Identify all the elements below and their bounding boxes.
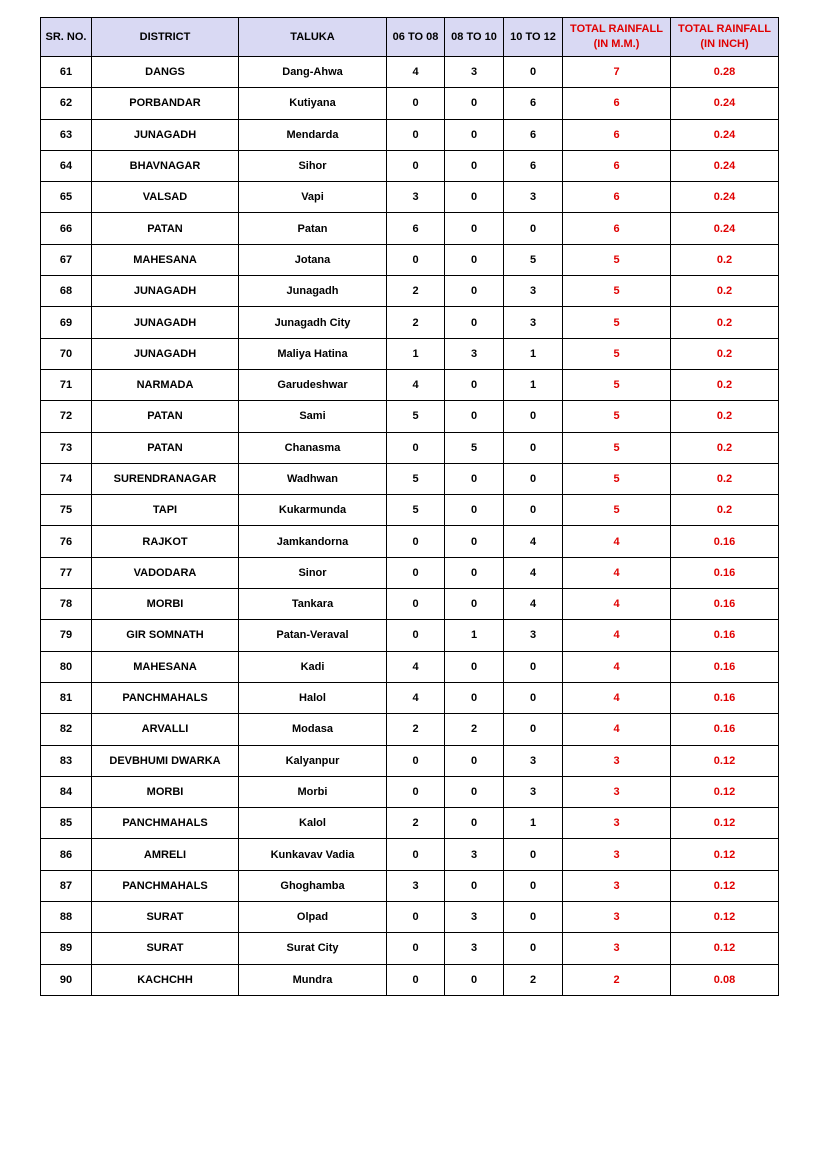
cell-10-to-12: 0 xyxy=(504,463,563,494)
cell-total-mm: 5 xyxy=(563,307,671,338)
cell-total-inch: 0.16 xyxy=(671,714,779,745)
table-row xyxy=(41,557,779,588)
cell-08-to-10: 0 xyxy=(445,589,504,620)
cell-taluka: Wadhwan xyxy=(239,463,387,494)
cell-total-inch: 0.2 xyxy=(671,338,779,369)
cell-taluka: Patan-Veraval xyxy=(239,620,387,651)
cell-08-to-10: 0 xyxy=(445,964,504,995)
cell-taluka: Mundra xyxy=(239,964,387,995)
cell-08-to-10: 0 xyxy=(445,776,504,807)
cell-sr-no: 62 xyxy=(41,88,92,119)
cell-10-to-12: 1 xyxy=(504,369,563,400)
table-row xyxy=(41,338,779,369)
cell-06-to-08: 0 xyxy=(387,244,445,275)
cell-08-to-10: 0 xyxy=(445,808,504,839)
cell-08-to-10: 0 xyxy=(445,369,504,400)
header-10-to-12: 10 TO 12 xyxy=(504,18,563,57)
cell-sr-no: 84 xyxy=(41,776,92,807)
table-row xyxy=(41,964,779,995)
cell-10-to-12: 3 xyxy=(504,182,563,213)
cell-taluka: Jamkandorna xyxy=(239,526,387,557)
table-row xyxy=(41,182,779,213)
cell-sr-no: 61 xyxy=(41,57,92,88)
table-row xyxy=(41,276,779,307)
cell-sr-no: 74 xyxy=(41,463,92,494)
table-row xyxy=(41,57,779,88)
cell-sr-no: 68 xyxy=(41,276,92,307)
cell-district: SURAT xyxy=(92,933,239,964)
cell-08-to-10: 0 xyxy=(445,495,504,526)
cell-total-mm: 5 xyxy=(563,401,671,432)
cell-06-to-08: 0 xyxy=(387,557,445,588)
table-row xyxy=(41,651,779,682)
cell-district: VADODARA xyxy=(92,557,239,588)
cell-total-mm: 4 xyxy=(563,651,671,682)
cell-sr-no: 65 xyxy=(41,182,92,213)
cell-10-to-12: 5 xyxy=(504,244,563,275)
table-row xyxy=(41,589,779,620)
cell-10-to-12: 0 xyxy=(504,401,563,432)
cell-06-to-08: 0 xyxy=(387,150,445,181)
cell-06-to-08: 5 xyxy=(387,463,445,494)
cell-total-mm: 3 xyxy=(563,902,671,933)
table-row xyxy=(41,432,779,463)
cell-total-inch: 0.24 xyxy=(671,150,779,181)
cell-08-to-10: 3 xyxy=(445,933,504,964)
cell-total-mm: 5 xyxy=(563,276,671,307)
cell-06-to-08: 1 xyxy=(387,338,445,369)
rainfall-table xyxy=(40,17,779,996)
table-row xyxy=(41,307,779,338)
cell-06-to-08: 4 xyxy=(387,369,445,400)
cell-district: PANCHMAHALS xyxy=(92,808,239,839)
cell-08-to-10: 3 xyxy=(445,902,504,933)
cell-taluka: Patan xyxy=(239,213,387,244)
cell-taluka: Kalyanpur xyxy=(239,745,387,776)
cell-taluka: Garudeshwar xyxy=(239,369,387,400)
cell-total-inch: 0.16 xyxy=(671,589,779,620)
cell-06-to-08: 0 xyxy=(387,119,445,150)
cell-district: AMRELI xyxy=(92,839,239,870)
cell-taluka: Sihor xyxy=(239,150,387,181)
cell-total-inch: 0.2 xyxy=(671,432,779,463)
cell-total-mm: 5 xyxy=(563,463,671,494)
cell-total-mm: 5 xyxy=(563,369,671,400)
cell-sr-no: 64 xyxy=(41,150,92,181)
cell-sr-no: 88 xyxy=(41,902,92,933)
cell-08-to-10: 1 xyxy=(445,620,504,651)
cell-10-to-12: 0 xyxy=(504,839,563,870)
cell-total-mm: 3 xyxy=(563,808,671,839)
cell-taluka: Sinor xyxy=(239,557,387,588)
cell-district: RAJKOT xyxy=(92,526,239,557)
cell-taluka: Modasa xyxy=(239,714,387,745)
cell-08-to-10: 0 xyxy=(445,182,504,213)
cell-total-inch: 0.24 xyxy=(671,88,779,119)
header-total-inch-line1: TOTAL RAINFALL xyxy=(678,23,771,35)
cell-total-inch: 0.2 xyxy=(671,244,779,275)
cell-08-to-10: 0 xyxy=(445,463,504,494)
cell-10-to-12: 3 xyxy=(504,276,563,307)
cell-sr-no: 73 xyxy=(41,432,92,463)
table-row xyxy=(41,526,779,557)
cell-taluka: Junagadh xyxy=(239,276,387,307)
cell-06-to-08: 2 xyxy=(387,808,445,839)
cell-taluka: Mendarda xyxy=(239,119,387,150)
cell-total-inch: 0.12 xyxy=(671,902,779,933)
cell-sr-no: 87 xyxy=(41,870,92,901)
cell-08-to-10: 0 xyxy=(445,307,504,338)
cell-total-mm: 5 xyxy=(563,495,671,526)
table-row xyxy=(41,620,779,651)
cell-sr-no: 85 xyxy=(41,808,92,839)
cell-district: PANCHMAHALS xyxy=(92,682,239,713)
cell-10-to-12: 4 xyxy=(504,589,563,620)
cell-total-inch: 0.12 xyxy=(671,870,779,901)
cell-taluka: Maliya Hatina xyxy=(239,338,387,369)
cell-08-to-10: 0 xyxy=(445,244,504,275)
cell-10-to-12: 1 xyxy=(504,338,563,369)
cell-10-to-12: 3 xyxy=(504,776,563,807)
table-row xyxy=(41,150,779,181)
cell-sr-no: 63 xyxy=(41,119,92,150)
table-row xyxy=(41,714,779,745)
cell-06-to-08: 4 xyxy=(387,651,445,682)
cell-taluka: Kalol xyxy=(239,808,387,839)
cell-total-inch: 0.24 xyxy=(671,213,779,244)
header-total-rainfall-mm xyxy=(563,18,671,57)
cell-district: TAPI xyxy=(92,495,239,526)
cell-08-to-10: 0 xyxy=(445,119,504,150)
cell-06-to-08: 0 xyxy=(387,964,445,995)
cell-08-to-10: 3 xyxy=(445,338,504,369)
cell-08-to-10: 0 xyxy=(445,276,504,307)
cell-sr-no: 90 xyxy=(41,964,92,995)
cell-total-inch: 0.2 xyxy=(671,369,779,400)
cell-total-mm: 6 xyxy=(563,213,671,244)
table-row xyxy=(41,88,779,119)
cell-taluka: Dang-Ahwa xyxy=(239,57,387,88)
cell-total-inch: 0.16 xyxy=(671,557,779,588)
cell-sr-no: 77 xyxy=(41,557,92,588)
cell-10-to-12: 2 xyxy=(504,964,563,995)
cell-total-mm: 4 xyxy=(563,714,671,745)
cell-total-inch: 0.12 xyxy=(671,745,779,776)
cell-total-mm: 6 xyxy=(563,88,671,119)
cell-06-to-08: 6 xyxy=(387,213,445,244)
table-row xyxy=(41,933,779,964)
cell-08-to-10: 0 xyxy=(445,150,504,181)
cell-sr-no: 66 xyxy=(41,213,92,244)
cell-08-to-10: 3 xyxy=(445,57,504,88)
cell-06-to-08: 0 xyxy=(387,745,445,776)
cell-06-to-08: 5 xyxy=(387,401,445,432)
cell-total-mm: 5 xyxy=(563,338,671,369)
cell-district: JUNAGADH xyxy=(92,307,239,338)
table-row xyxy=(41,745,779,776)
cell-08-to-10: 3 xyxy=(445,839,504,870)
cell-total-mm: 3 xyxy=(563,870,671,901)
cell-total-mm: 3 xyxy=(563,933,671,964)
cell-total-inch: 0.12 xyxy=(671,808,779,839)
cell-taluka: Sami xyxy=(239,401,387,432)
cell-10-to-12: 1 xyxy=(504,808,563,839)
header-total-mm-line1: TOTAL RAINFALL xyxy=(570,23,663,35)
cell-taluka: Kadi xyxy=(239,651,387,682)
cell-10-to-12: 3 xyxy=(504,307,563,338)
cell-06-to-08: 0 xyxy=(387,88,445,119)
cell-08-to-10: 0 xyxy=(445,745,504,776)
cell-taluka: Olpad xyxy=(239,902,387,933)
cell-total-mm: 3 xyxy=(563,745,671,776)
cell-district: PATAN xyxy=(92,213,239,244)
table-row xyxy=(41,495,779,526)
cell-district: MAHESANA xyxy=(92,244,239,275)
cell-district: KACHCHH xyxy=(92,964,239,995)
cell-08-to-10: 0 xyxy=(445,651,504,682)
cell-total-inch: 0.16 xyxy=(671,526,779,557)
table-row xyxy=(41,776,779,807)
cell-taluka: Tankara xyxy=(239,589,387,620)
cell-sr-no: 86 xyxy=(41,839,92,870)
table-header-row xyxy=(41,18,779,57)
cell-sr-no: 72 xyxy=(41,401,92,432)
cell-06-to-08: 5 xyxy=(387,495,445,526)
cell-06-to-08: 4 xyxy=(387,57,445,88)
cell-district: ARVALLI xyxy=(92,714,239,745)
cell-total-mm: 6 xyxy=(563,182,671,213)
cell-08-to-10: 0 xyxy=(445,213,504,244)
table-row xyxy=(41,213,779,244)
cell-06-to-08: 0 xyxy=(387,839,445,870)
header-total-inch-line2: (IN INCH) xyxy=(700,38,749,50)
cell-total-mm: 5 xyxy=(563,432,671,463)
cell-total-inch: 0.12 xyxy=(671,839,779,870)
cell-taluka: Vapi xyxy=(239,182,387,213)
table-row xyxy=(41,808,779,839)
cell-district: MORBI xyxy=(92,589,239,620)
header-08-to-10: 08 TO 10 xyxy=(445,18,504,57)
cell-10-to-12: 0 xyxy=(504,57,563,88)
header-taluka: TALUKA xyxy=(239,18,387,57)
cell-10-to-12: 3 xyxy=(504,620,563,651)
cell-district: PORBANDAR xyxy=(92,88,239,119)
cell-10-to-12: 6 xyxy=(504,88,563,119)
cell-06-to-08: 2 xyxy=(387,307,445,338)
cell-06-to-08: 0 xyxy=(387,933,445,964)
cell-total-mm: 6 xyxy=(563,119,671,150)
cell-district: JUNAGADH xyxy=(92,338,239,369)
cell-district: DANGS xyxy=(92,57,239,88)
cell-total-mm: 3 xyxy=(563,839,671,870)
cell-10-to-12: 6 xyxy=(504,119,563,150)
header-district: DISTRICT xyxy=(92,18,239,57)
cell-total-mm: 4 xyxy=(563,620,671,651)
table-row xyxy=(41,369,779,400)
cell-08-to-10: 0 xyxy=(445,526,504,557)
cell-08-to-10: 0 xyxy=(445,557,504,588)
cell-sr-no: 69 xyxy=(41,307,92,338)
cell-district: GIR SOMNATH xyxy=(92,620,239,651)
cell-sr-no: 78 xyxy=(41,589,92,620)
cell-district: PATAN xyxy=(92,401,239,432)
cell-taluka: Jotana xyxy=(239,244,387,275)
table-row xyxy=(41,463,779,494)
cell-10-to-12: 0 xyxy=(504,495,563,526)
cell-district: SURAT xyxy=(92,902,239,933)
cell-total-inch: 0.24 xyxy=(671,182,779,213)
cell-sr-no: 81 xyxy=(41,682,92,713)
cell-06-to-08: 0 xyxy=(387,432,445,463)
header-sr-no: SR. NO. xyxy=(41,18,92,57)
cell-total-inch: 0.16 xyxy=(671,651,779,682)
cell-sr-no: 89 xyxy=(41,933,92,964)
cell-08-to-10: 0 xyxy=(445,88,504,119)
cell-district: SURENDRANAGAR xyxy=(92,463,239,494)
cell-total-inch: 0.12 xyxy=(671,933,779,964)
cell-taluka: Morbi xyxy=(239,776,387,807)
cell-06-to-08: 3 xyxy=(387,870,445,901)
header-total-rainfall-inch xyxy=(671,18,779,57)
cell-10-to-12: 0 xyxy=(504,432,563,463)
cell-total-mm: 6 xyxy=(563,150,671,181)
header-06-to-08: 06 TO 08 xyxy=(387,18,445,57)
cell-10-to-12: 6 xyxy=(504,150,563,181)
cell-sr-no: 83 xyxy=(41,745,92,776)
cell-08-to-10: 2 xyxy=(445,714,504,745)
cell-district: MORBI xyxy=(92,776,239,807)
table-row xyxy=(41,682,779,713)
cell-taluka: Kukarmunda xyxy=(239,495,387,526)
cell-10-to-12: 4 xyxy=(504,557,563,588)
cell-06-to-08: 2 xyxy=(387,714,445,745)
cell-10-to-12: 0 xyxy=(504,651,563,682)
cell-sr-no: 82 xyxy=(41,714,92,745)
cell-10-to-12: 0 xyxy=(504,902,563,933)
cell-district: PANCHMAHALS xyxy=(92,870,239,901)
cell-taluka: Ghoghamba xyxy=(239,870,387,901)
cell-sr-no: 70 xyxy=(41,338,92,369)
table-row xyxy=(41,119,779,150)
cell-total-mm: 5 xyxy=(563,244,671,275)
cell-district: BHAVNAGAR xyxy=(92,150,239,181)
cell-total-inch: 0.28 xyxy=(671,57,779,88)
cell-total-mm: 7 xyxy=(563,57,671,88)
cell-total-inch: 0.2 xyxy=(671,401,779,432)
cell-total-inch: 0.2 xyxy=(671,463,779,494)
cell-10-to-12: 0 xyxy=(504,714,563,745)
cell-06-to-08: 0 xyxy=(387,902,445,933)
cell-taluka: Chanasma xyxy=(239,432,387,463)
cell-sr-no: 76 xyxy=(41,526,92,557)
cell-total-mm: 4 xyxy=(563,526,671,557)
cell-sr-no: 79 xyxy=(41,620,92,651)
cell-10-to-12: 0 xyxy=(504,682,563,713)
cell-sr-no: 80 xyxy=(41,651,92,682)
cell-district: PATAN xyxy=(92,432,239,463)
cell-taluka: Junagadh City xyxy=(239,307,387,338)
table-row xyxy=(41,870,779,901)
table-row xyxy=(41,244,779,275)
cell-08-to-10: 5 xyxy=(445,432,504,463)
cell-08-to-10: 0 xyxy=(445,870,504,901)
cell-total-mm: 4 xyxy=(563,589,671,620)
cell-08-to-10: 0 xyxy=(445,401,504,432)
table-body xyxy=(41,57,779,996)
cell-total-mm: 4 xyxy=(563,557,671,588)
cell-08-to-10: 0 xyxy=(445,682,504,713)
cell-sr-no: 67 xyxy=(41,244,92,275)
cell-06-to-08: 2 xyxy=(387,276,445,307)
cell-total-inch: 0.24 xyxy=(671,119,779,150)
cell-06-to-08: 0 xyxy=(387,526,445,557)
cell-06-to-08: 0 xyxy=(387,620,445,651)
cell-06-to-08: 3 xyxy=(387,182,445,213)
cell-10-to-12: 0 xyxy=(504,933,563,964)
cell-district: DEVBHUMI DWARKA xyxy=(92,745,239,776)
cell-10-to-12: 3 xyxy=(504,745,563,776)
cell-district: VALSAD xyxy=(92,182,239,213)
cell-sr-no: 71 xyxy=(41,369,92,400)
cell-taluka: Kutiyana xyxy=(239,88,387,119)
cell-total-inch: 0.08 xyxy=(671,964,779,995)
cell-total-inch: 0.2 xyxy=(671,276,779,307)
cell-district: JUNAGADH xyxy=(92,276,239,307)
cell-total-inch: 0.12 xyxy=(671,776,779,807)
cell-district: MAHESANA xyxy=(92,651,239,682)
cell-total-mm: 4 xyxy=(563,682,671,713)
cell-taluka: Halol xyxy=(239,682,387,713)
cell-10-to-12: 4 xyxy=(504,526,563,557)
cell-total-inch: 0.2 xyxy=(671,307,779,338)
cell-total-mm: 2 xyxy=(563,964,671,995)
cell-sr-no: 75 xyxy=(41,495,92,526)
cell-06-to-08: 4 xyxy=(387,682,445,713)
table-row xyxy=(41,401,779,432)
cell-taluka: Kunkavav Vadia xyxy=(239,839,387,870)
cell-total-inch: 0.2 xyxy=(671,495,779,526)
cell-district: JUNAGADH xyxy=(92,119,239,150)
cell-district: NARMADA xyxy=(92,369,239,400)
cell-10-to-12: 0 xyxy=(504,213,563,244)
cell-total-inch: 0.16 xyxy=(671,682,779,713)
cell-10-to-12: 0 xyxy=(504,870,563,901)
cell-taluka: Surat City xyxy=(239,933,387,964)
cell-06-to-08: 0 xyxy=(387,589,445,620)
table-row xyxy=(41,902,779,933)
cell-total-inch: 0.16 xyxy=(671,620,779,651)
header-total-mm-line2: (IN M.M.) xyxy=(593,38,640,50)
cell-total-mm: 3 xyxy=(563,776,671,807)
table-row xyxy=(41,839,779,870)
cell-06-to-08: 0 xyxy=(387,776,445,807)
